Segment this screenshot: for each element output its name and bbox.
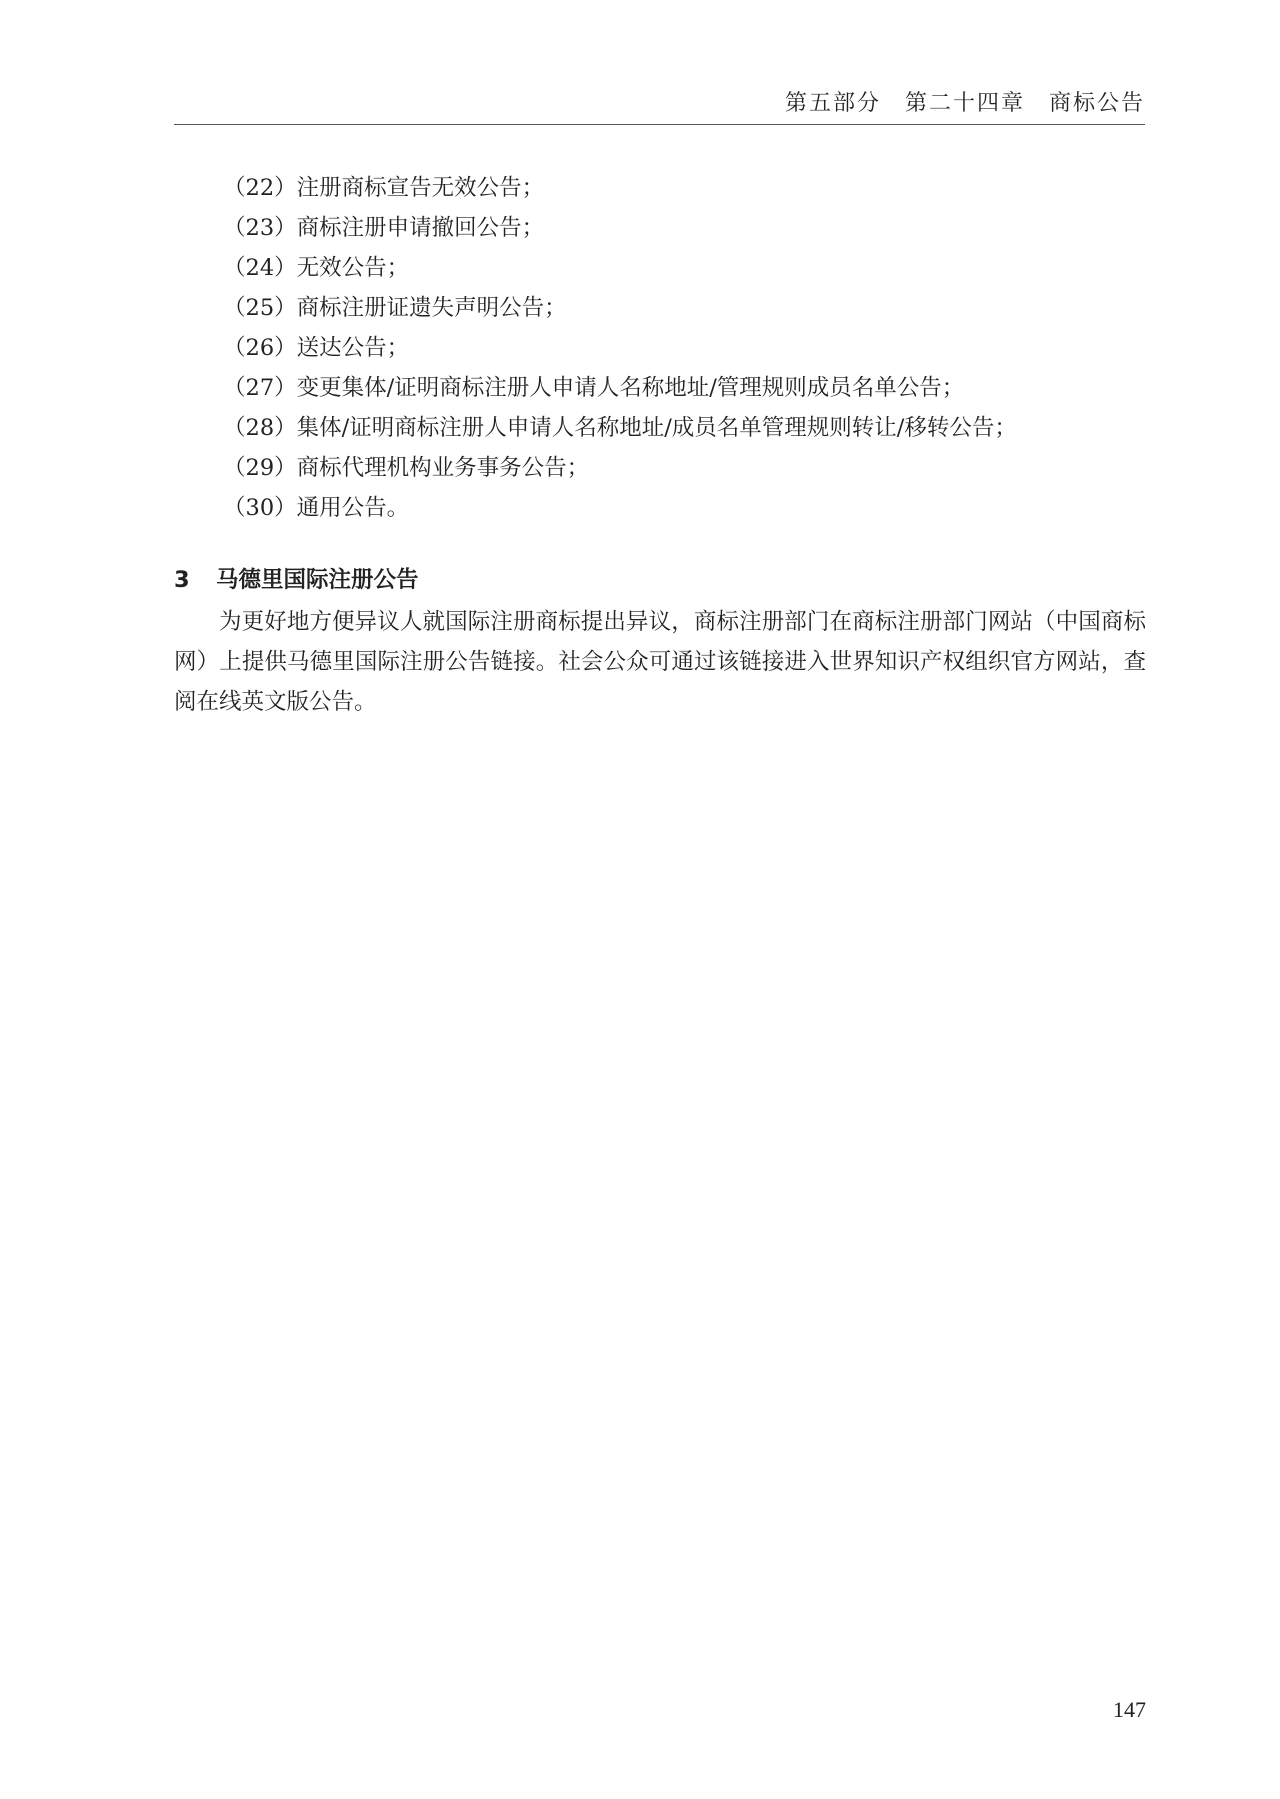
section-number: 3	[174, 567, 190, 593]
running-header-title: 第五部分 第二十四章 商标公告	[784, 91, 1145, 116]
list-item: （25）商标注册证遗失声明公告；	[223, 295, 567, 321]
list-item: （27）变更集体/证明商标注册人申请人名称地址/管理规则成员名单公告；	[223, 375, 965, 401]
section-heading	[174, 562, 419, 598]
section-title: 马德里国际注册公告	[216, 567, 419, 593]
announcement-type-list	[223, 168, 1153, 528]
running-header	[174, 84, 1145, 125]
list-item: （26）送达公告；	[223, 335, 410, 361]
list-item: （23）商标注册申请撤回公告；	[223, 215, 545, 241]
list-item: （28）集体/证明商标注册人申请人名称地址/成员名单管理规则转让/移转公告；	[223, 415, 1017, 441]
list-item: （24）无效公告；	[223, 255, 410, 281]
page-number: 147	[1113, 1697, 1146, 1722]
list-item: （29）商标代理机构业务事务公告；	[223, 455, 590, 481]
list-item: （22）注册商标宣告无效公告；	[223, 175, 545, 201]
section-paragraph: 为更好地方便异议人就国际注册商标提出异议，商标注册部门在商标注册部门网站（中国商标网）上提供马德里国际注册公告链接。社会公众可通过该链接进入世界知识产权组织官方网站，查阅在线英文版公告。	[174, 609, 1146, 715]
list-item: （30）通用公告。	[223, 495, 410, 521]
